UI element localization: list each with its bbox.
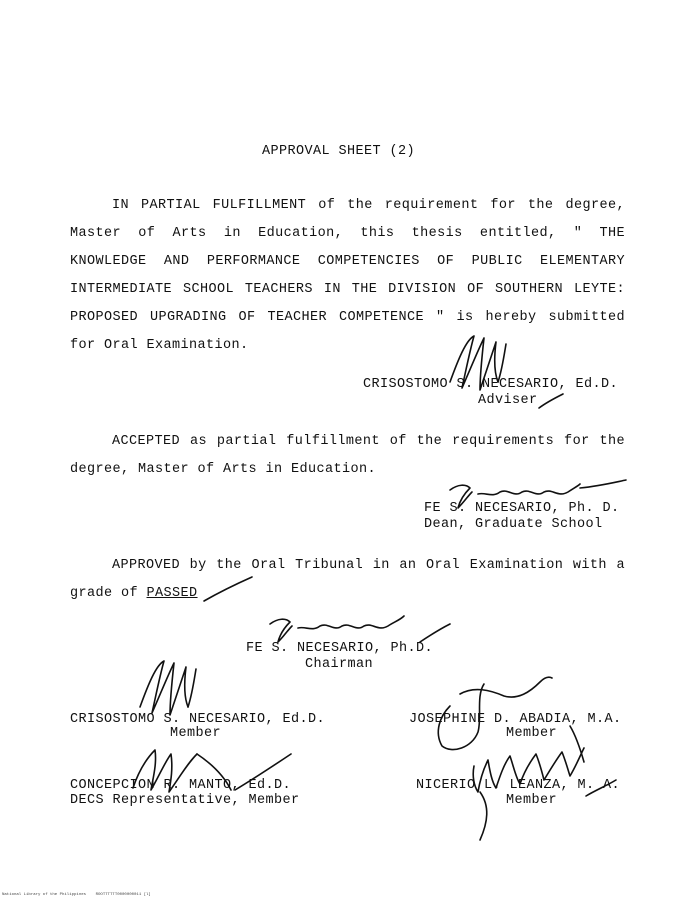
member-4-role: Member: [506, 793, 558, 808]
intro-line-4: INTERMEDIATE SCHOOL TEACHERS IN THE DIVISION OF SOUTHERN LEYTE:: [70, 282, 625, 297]
member-4-name: NICERIO L. LEANZA, M. A.: [416, 778, 621, 793]
intro-line-3: KNOWLEDGE AND PERFORMANCE COMPETENCIES OF PUBLIC ELEMENTARY: [70, 254, 625, 269]
member-2-name: JOSEPHINE D. ABADIA, M.A.: [409, 712, 622, 727]
intro-line-5: PROPOSED UPGRADING OF TEACHER COMPETENCE " is hereby submitted: [70, 310, 625, 325]
approved-line-1: APPROVED by the Oral Tribunal in an Oral Examination with a: [112, 558, 625, 573]
grade-prefix: grade of: [70, 586, 147, 601]
accepted-line-2: degree, Master of Arts in Education.: [70, 462, 377, 477]
page-title: APPROVAL SHEET (2): [262, 144, 416, 159]
intro-line-1: IN PARTIAL FULFILLMENT of the requirement for the degree,: [112, 198, 625, 213]
intro-line-2: Master of Arts in Education, this thesis entitled, " THE: [70, 226, 625, 241]
approved-line-2: [70, 586, 198, 602]
grade-value: PASSED: [146, 586, 198, 601]
member-1-role: Member: [170, 726, 222, 741]
intro-last-line: for Oral Examination.: [70, 338, 249, 353]
accepted-line-1: ACCEPTED as partial fulfillment of the requirements for the: [112, 434, 625, 449]
footer-scan-note: National Library of the Philippines ROOTTTTTT0000000011 [l]: [2, 893, 151, 897]
chairman-role: Chairman: [305, 657, 374, 672]
adviser-name: CRISOSTOMO S. NECESARIO, Ed.D.: [363, 377, 619, 392]
adviser-role: Adviser: [478, 393, 538, 408]
adviser-initial-mark: [537, 392, 567, 412]
member-2-role: Member: [506, 726, 558, 741]
dean-role: Dean, Graduate School: [424, 517, 603, 532]
dean-name: FE S. NECESARIO, Ph. D.: [424, 501, 620, 516]
member-3-role: DECS Representative, Member: [70, 793, 300, 808]
member-1-name: CRISOSTOMO S. NECESARIO, Ed.D.: [70, 712, 326, 727]
member-3-name: CONCEPCION R. MANTO, Ed.D.: [70, 778, 292, 793]
grade-initial-mark: [200, 575, 260, 605]
chairman-name: FE S. NECESARIO, Ph.D.: [246, 641, 434, 656]
